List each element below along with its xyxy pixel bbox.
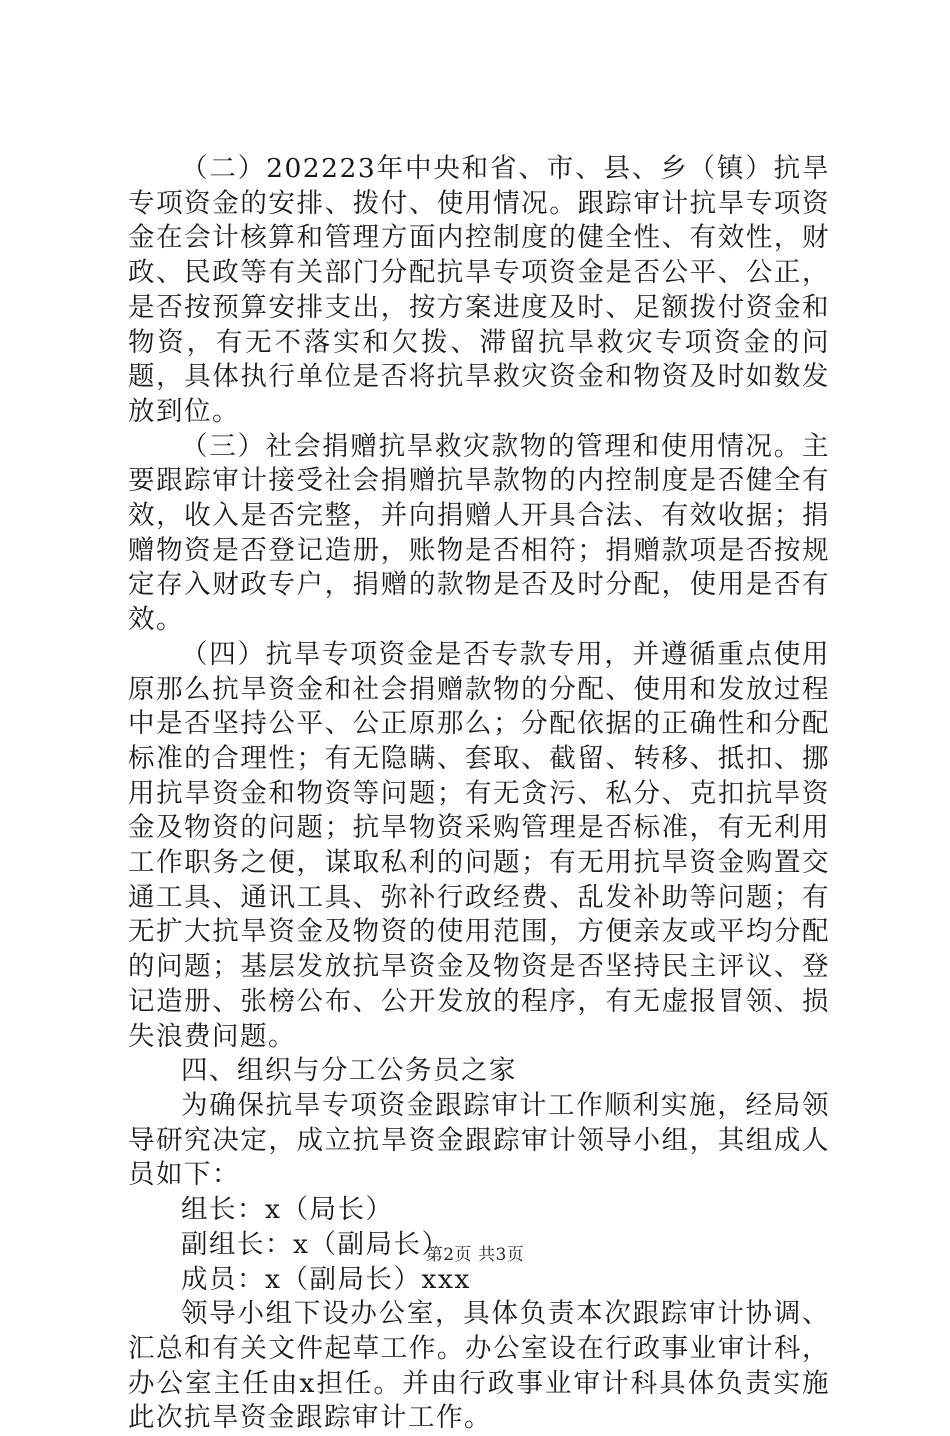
member-members: 成员：x（副局长）xxx	[181, 1263, 471, 1295]
page-number-footer: 第2页 共3页	[425, 1245, 525, 1265]
member-group-leader: 组长：x（局长）	[181, 1194, 394, 1226]
paragraph-special-funds-usage: （四）抗旱专项资金是否专款专用，并遵循重点使用原那么抗旱资金和社会捐赠款物的分配、使用和发放过程中是否坚持公平、公正原那么；分配依据的正确性和分配标准的合理性；有无隐瞒、套取、截留、转移、抵扣、挪用抗旱资金和物资等问题；有无贪污、私分、克扣抗旱资金及物资的问题；抗旱物资采购管理是否标准，有无利用工作职务之便，谋取私利的问题；有无用抗旱资金购置交通工具、通讯工具、弥补行政经费、乱发补助等问题；有无扩大抗旱资金及物资的使用范围，方便亲友或平均分配的问题；基层发放抗旱资金及物资是否坚持民主评议、登记造册、张榜公布、公开发放的程序，有无虚报冒领、损失浪费问题。	[128, 638, 830, 1052]
paragraph-office-setup: 领导小组下设办公室，具体负责本次跟踪审计协调、汇总和有关文件起草工作。办公室设在行政事业审计科，办公室主任由x担任。并由行政事业审计科具体负责实施此次抗旱资金跟踪审计工作。	[128, 1298, 830, 1434]
section-heading-organization: 四、组织与分工公务员之家	[181, 1055, 517, 1087]
member-deputy-leader: 副组长：x（副局长）	[181, 1228, 450, 1260]
paragraph-funding-allocation: （二）202223年中央和省、市、县、乡（镇）抗旱专项资金的安排、拨付、使用情况。跟踪审计抗旱专项资金在会计核算和管理方面内控制度的健全性、有效性，财政、民政等有关部门分配抗旱专项资金是否公平、公正，是否按预算安排支出，按方案进度及时、足额拨付资金和物资，有无不落实和欠拨、滞留抗旱救灾专项资金的问题，具体执行单位是否将抗旱救灾资金和物资及时如数发放到位。	[128, 153, 830, 427]
paragraph-donation-management: （三）社会捐赠抗旱救灾款物的管理和使用情况。主要跟踪审计接受社会捐赠抗旱款物的内控制度是否健全有效，收入是否完整，并向捐赠人开具合法、有效收据；捐赠物资是否登记造册，账物是否相符；捐赠款项是否按规定存入财政专户，捐赠的款物是否及时分配，使用是否有效。	[128, 430, 830, 636]
paragraph-leadership-group: 为确保抗旱专项资金跟踪审计工作顺利实施，经局领导研究决定，成立抗旱资金跟踪审计领导小组，其组成人员如下：	[128, 1089, 830, 1191]
